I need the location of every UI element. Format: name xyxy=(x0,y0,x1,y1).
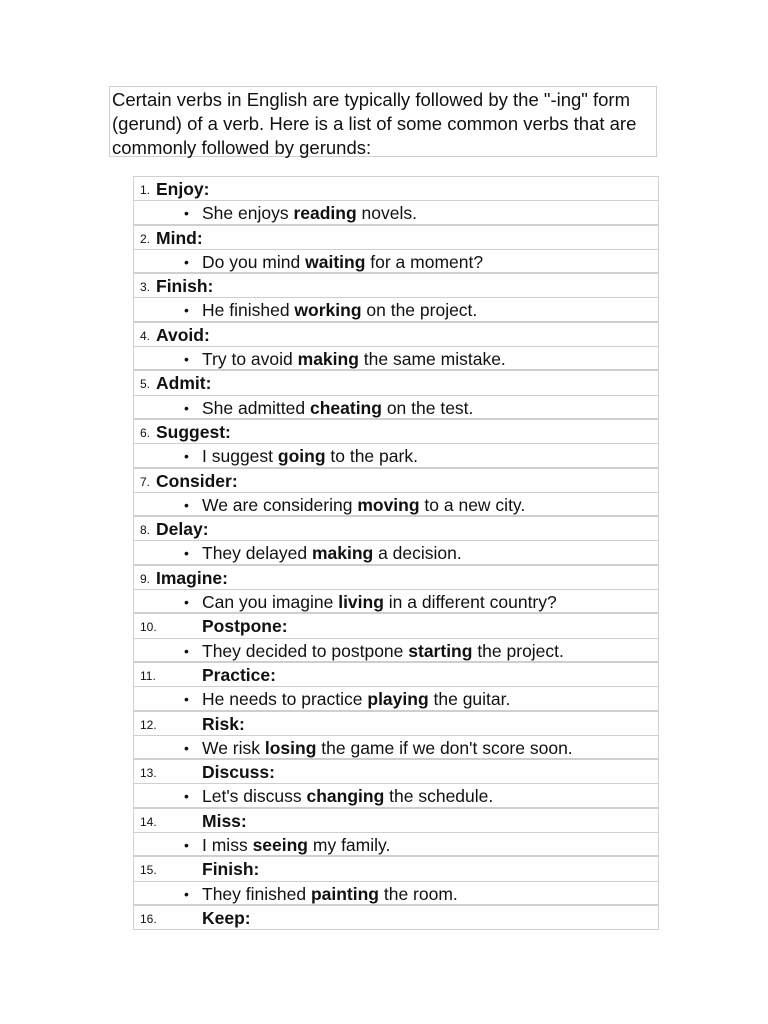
verb-row xyxy=(134,274,658,298)
list-number: 4. xyxy=(140,328,151,343)
verb-term: Finish: xyxy=(156,276,214,297)
bullet-icon: • xyxy=(184,496,189,513)
sentence-start: Do you mind xyxy=(202,251,306,272)
verb-term: Keep: xyxy=(202,907,251,928)
verb-term: Enjoy: xyxy=(156,179,210,199)
sentence-end: to a new city. xyxy=(419,494,526,515)
example-row xyxy=(134,541,658,565)
sentence-start: Can you imagine xyxy=(202,592,339,613)
sentence-start: He needs to practice xyxy=(202,689,368,710)
bullet-icon: • xyxy=(184,351,189,368)
verb-row xyxy=(134,469,658,493)
verb-term: Discuss: xyxy=(202,762,275,783)
bullet-icon: • xyxy=(184,642,189,659)
gerund-word: changing xyxy=(306,786,385,807)
list-number: 11. xyxy=(140,668,156,683)
list-number: 5. xyxy=(140,377,151,392)
verb-term: Miss: xyxy=(202,810,247,831)
bullet-icon: • xyxy=(184,594,189,611)
example-sentence xyxy=(202,833,390,857)
verb-term: Finish: xyxy=(202,859,260,880)
verb-term: Admit: xyxy=(156,373,212,394)
example-row xyxy=(134,201,658,225)
bullet-icon: • xyxy=(184,739,189,756)
verb-row xyxy=(134,420,658,444)
verb-row xyxy=(134,663,658,687)
example-row xyxy=(134,444,658,468)
sentence-end: the room. xyxy=(379,883,458,904)
verb-row xyxy=(134,177,658,201)
gerund-word: making xyxy=(297,349,359,370)
gerund-verb-list xyxy=(133,176,659,930)
list-number: 12. xyxy=(140,717,157,732)
bullet-icon: • xyxy=(184,205,189,222)
sentence-end: on the project. xyxy=(361,300,478,321)
sentence-end: my family. xyxy=(308,835,391,856)
example-row xyxy=(134,493,658,517)
verb-term: Practice: xyxy=(202,664,276,685)
sentence-start: We are considering xyxy=(202,494,358,515)
bullet-icon: • xyxy=(184,691,189,708)
gerund-word: going xyxy=(277,446,326,467)
list-number: 3. xyxy=(140,280,151,295)
example-row xyxy=(134,396,658,420)
verb-term: Suggest: xyxy=(156,421,231,442)
sentence-end: in a different country? xyxy=(383,592,557,613)
sentence-end: the guitar. xyxy=(428,689,511,710)
gerund-word: living xyxy=(338,592,384,613)
sentence-end: the game if we don't score soon. xyxy=(316,737,573,758)
example-sentence xyxy=(202,493,525,517)
list-number: 9. xyxy=(140,571,151,586)
sentence-start: I miss xyxy=(202,835,253,856)
gerund-word: working xyxy=(294,300,362,321)
sentence-start: They finished xyxy=(202,883,311,904)
bullet-icon: • xyxy=(184,885,189,902)
list-number: 7. xyxy=(140,474,151,489)
sentence-end: for a moment? xyxy=(365,251,484,272)
example-row xyxy=(134,639,658,663)
sentence-start: I suggest xyxy=(202,446,278,467)
bullet-icon: • xyxy=(184,302,189,319)
example-sentence xyxy=(202,590,557,614)
list-number: 6. xyxy=(140,425,151,440)
verb-row xyxy=(134,857,658,881)
intro-paragraph: Certain verbs in English are typically followed by the "-ing" form (gerund) of a verb. Here is a list of some common verbs that are commonly followed by gerunds: xyxy=(109,86,657,157)
list-number: 13. xyxy=(140,766,157,781)
gerund-word: making xyxy=(311,543,374,564)
gerund-word: waiting xyxy=(305,251,366,272)
verb-row xyxy=(134,760,658,784)
example-row xyxy=(134,833,658,857)
bullet-icon: • xyxy=(184,399,189,416)
sentence-start: They decided to postpone xyxy=(202,640,409,661)
gerund-word: cheating xyxy=(309,397,382,418)
verb-row xyxy=(134,517,658,541)
gerund-word: reading xyxy=(293,203,357,224)
list-number: 16. xyxy=(140,911,157,926)
verb-row xyxy=(134,712,658,736)
example-sentence xyxy=(202,298,477,322)
example-row xyxy=(134,298,658,322)
list-number: 2. xyxy=(140,231,151,246)
sentence-end: a decision. xyxy=(373,543,462,564)
example-row xyxy=(134,882,658,906)
example-sentence xyxy=(202,784,493,808)
sentence-end: the same mistake. xyxy=(358,349,506,370)
bullet-icon: • xyxy=(184,253,189,270)
gerund-word: seeing xyxy=(252,835,309,856)
example-row xyxy=(134,687,658,711)
sentence-end: the schedule. xyxy=(384,786,494,807)
sentence-start: We risk xyxy=(202,737,265,758)
example-sentence xyxy=(202,444,418,468)
verb-term: Postpone: xyxy=(202,616,288,637)
verb-row xyxy=(134,809,658,833)
sentence-end: to the park. xyxy=(325,446,418,467)
verb-term: Mind: xyxy=(156,227,203,248)
example-row xyxy=(134,250,658,274)
verb-term: Risk: xyxy=(202,713,245,734)
sentence-start: She admitted xyxy=(202,397,310,418)
sentence-start: Let's discuss xyxy=(202,786,307,807)
example-sentence xyxy=(202,396,473,420)
example-sentence xyxy=(202,736,573,760)
sentence-start: She enjoys xyxy=(202,203,294,224)
gerund-word: starting xyxy=(408,640,473,661)
sentence-end: the project. xyxy=(472,640,564,661)
example-sentence xyxy=(202,250,483,274)
example-sentence xyxy=(202,201,417,225)
verb-row xyxy=(134,371,658,395)
verb-row xyxy=(134,566,658,590)
example-row xyxy=(134,784,658,808)
example-sentence xyxy=(202,639,564,663)
bullet-icon: • xyxy=(184,837,189,854)
gerund-word: painting xyxy=(310,883,379,904)
sentence-end: novels. xyxy=(356,203,417,224)
gerund-word: moving xyxy=(357,494,420,515)
bullet-icon: • xyxy=(184,788,189,805)
sentence-start: He finished xyxy=(202,300,295,321)
list-number: 8. xyxy=(140,523,151,538)
example-sentence xyxy=(202,687,510,711)
list-number: 10. xyxy=(140,620,157,635)
example-sentence xyxy=(202,541,462,565)
gerund-word: playing xyxy=(367,689,429,710)
verb-row xyxy=(134,323,658,347)
bullet-icon: • xyxy=(184,448,189,465)
verb-row xyxy=(134,226,658,250)
sentence-end: on the test. xyxy=(381,397,474,418)
example-sentence xyxy=(202,347,506,371)
verb-row xyxy=(134,906,658,930)
list-number: 1. xyxy=(140,183,151,197)
sentence-start: They delayed xyxy=(202,543,312,564)
list-number: 15. xyxy=(140,863,157,878)
verb-term: Imagine: xyxy=(156,567,228,588)
verb-term: Delay: xyxy=(156,519,209,540)
example-row xyxy=(134,347,658,371)
list-number: 14. xyxy=(140,814,157,829)
gerund-word: losing xyxy=(264,737,317,758)
bullet-icon: • xyxy=(184,545,189,562)
example-row xyxy=(134,736,658,760)
verb-row xyxy=(134,614,658,638)
sentence-start: Try to avoid xyxy=(202,349,298,370)
verb-term: Avoid: xyxy=(156,324,210,345)
verb-term: Consider: xyxy=(156,470,238,491)
example-sentence xyxy=(202,882,458,906)
example-row xyxy=(134,590,658,614)
